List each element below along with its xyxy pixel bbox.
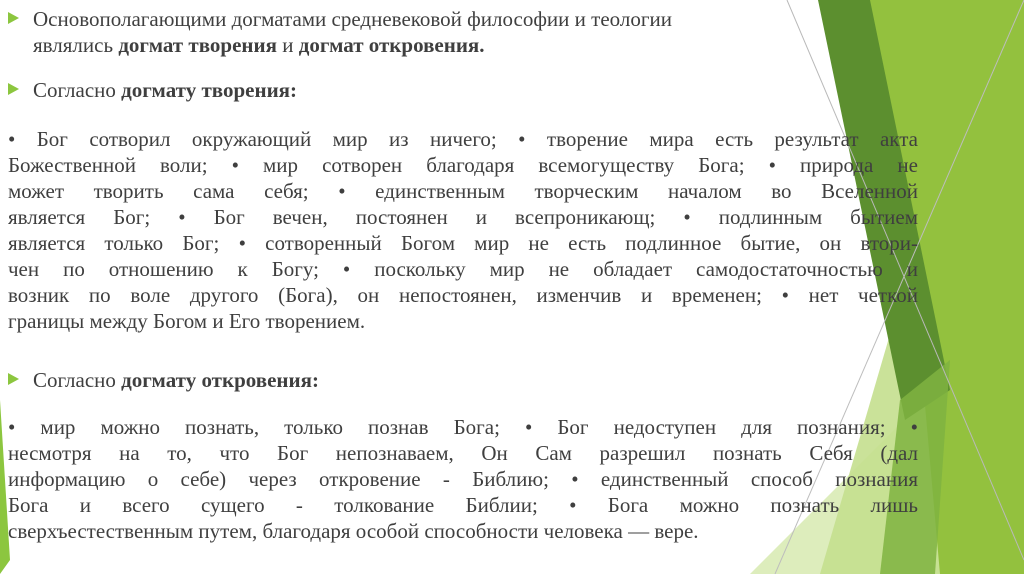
intro-paragraph [8, 6, 918, 58]
revelation-paragraph [8, 414, 918, 544]
intro-mid: и [276, 33, 299, 57]
revelation-heading-bold: догмату откровения: [121, 368, 319, 392]
intro-bold-creation: догмат творения [118, 33, 277, 57]
creation-line: является только Бог; • сотворенный Богом мир не есть подлинное бытие, он втори- [8, 231, 918, 255]
revelation-line: информацию о себе) через откровение - Библию; • единственный способ познания [8, 467, 918, 491]
intro-bold-revelation: догмат откровения. [298, 33, 485, 57]
creation-line: границы между Богом и Его творением. [8, 309, 366, 333]
revelation-line: • мир можно познать, только познав Бога; • Бог недоступен для познания; • [8, 415, 918, 439]
creation-line: Божественной воли; • мир сотворен благодаря всемогуществу Бога; • природа не [8, 153, 918, 177]
creation-heading-pre: Согласно [33, 78, 122, 102]
bullet-arrow-icon [8, 373, 19, 385]
bullet-arrow-icon [8, 83, 19, 95]
intro-line1: Основополагающими догматами средневековой философии и теологии [33, 7, 672, 31]
creation-line: чен по отношению к Богу; • поскольку мир не обладает самодостаточностью и [8, 257, 918, 281]
revelation-line: сверхъестественным путем, благодаря особой способности человека — вере. [8, 519, 699, 543]
revelation-line: несмотря на то, что Бог непознаваем, Он Сам разрешил познать Себя (дал [8, 441, 918, 465]
revelation-heading [8, 368, 319, 392]
revelation-line: Бога и всего сущего - толкование Библии; • Бога можно познать лишь [8, 493, 918, 517]
bullet-arrow-icon [8, 12, 19, 24]
creation-paragraph [8, 126, 918, 334]
creation-line: возник по воле другого (Бога), он непостоянен, изменчив и временен; • нет четкой [8, 283, 918, 307]
revelation-heading-pre: Согласно [33, 368, 122, 392]
creation-heading [8, 78, 297, 102]
creation-line: может творить сама себя; • единственным творческим началом во Вселенной [8, 179, 918, 203]
creation-line: • Бог сотворил окружающий мир из ничего; • творение мира есть результат акта [8, 127, 918, 151]
creation-line: является Бог; • Бог вечен, постоянен и всепроникающ; • подлинным бытием [8, 205, 918, 229]
intro-line2-pre: являлись [33, 33, 119, 57]
creation-heading-bold: догмату творения: [121, 78, 298, 102]
